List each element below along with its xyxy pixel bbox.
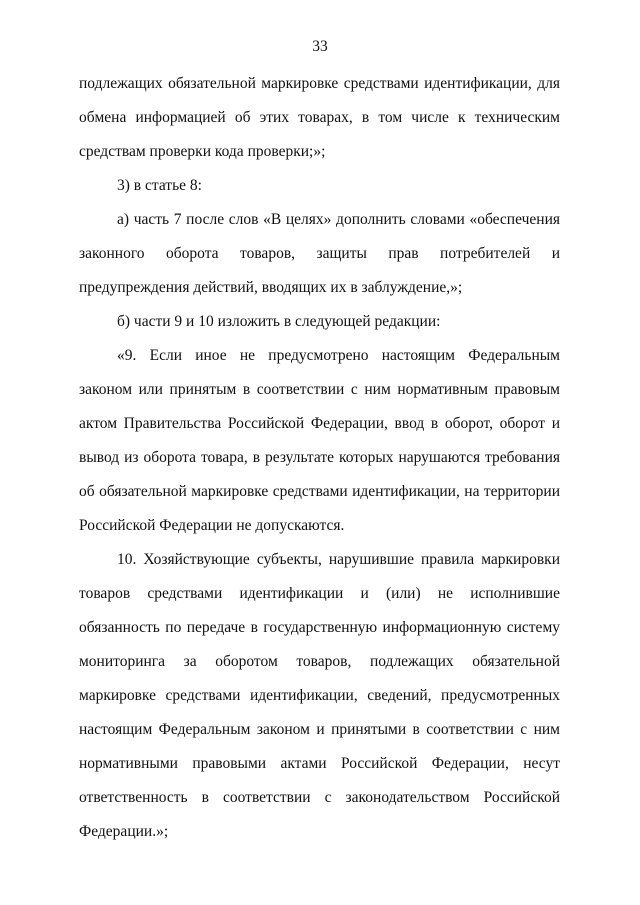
paragraph-part-9: «9. Если иное не предусмотрено настоящим Федеральным законом или принятым в соответствии с ним нормативным правовым актом Правительства Российской Федерации, ввод в оборот, оборот и вывод из оборота товара, в результате которых нарушаются требования об обязательной маркировке средствами идентификации, на территории Российской Федерации не допускаются. — [79, 347, 560, 534]
document-body — [79, 67, 560, 849]
paragraph-article-8: 3) в статье 8: — [117, 177, 202, 194]
paragraph-part-10: 10. Хозяйствующие субъекты, нарушившие правила маркировки товаров средствами идентификации и (или) не исполнившие обязанность по передаче в государственную информационную систему мониторинга за оборотом товаров, подлежащих обязательной маркировке средствами идентификации, сведений, предусмотренных настоящим Федеральным законом и принятыми в соответствии с ним нормативными правовыми актами Российской Федерации, несут ответственность в соответствии с законодательством Российской Федерации.»; — [79, 551, 560, 840]
paragraph-item-b: б) части 9 и 10 изложить в следующей редакции: — [117, 313, 441, 330]
paragraph-item-a: а) часть 7 после слов «В целях» дополнить словами «обеспечения законного оборота товаров, защиты прав потребителей и предупреждения действий, вводящих их в заблуждение,»; — [79, 211, 560, 296]
page-number: 33 — [312, 38, 328, 55]
paragraph-continuation: подлежащих обязательной маркировке средствами идентификации, для обмена информацией об этих товарах, в том числе к техническим средствам проверки кода проверки;»; — [79, 75, 560, 160]
